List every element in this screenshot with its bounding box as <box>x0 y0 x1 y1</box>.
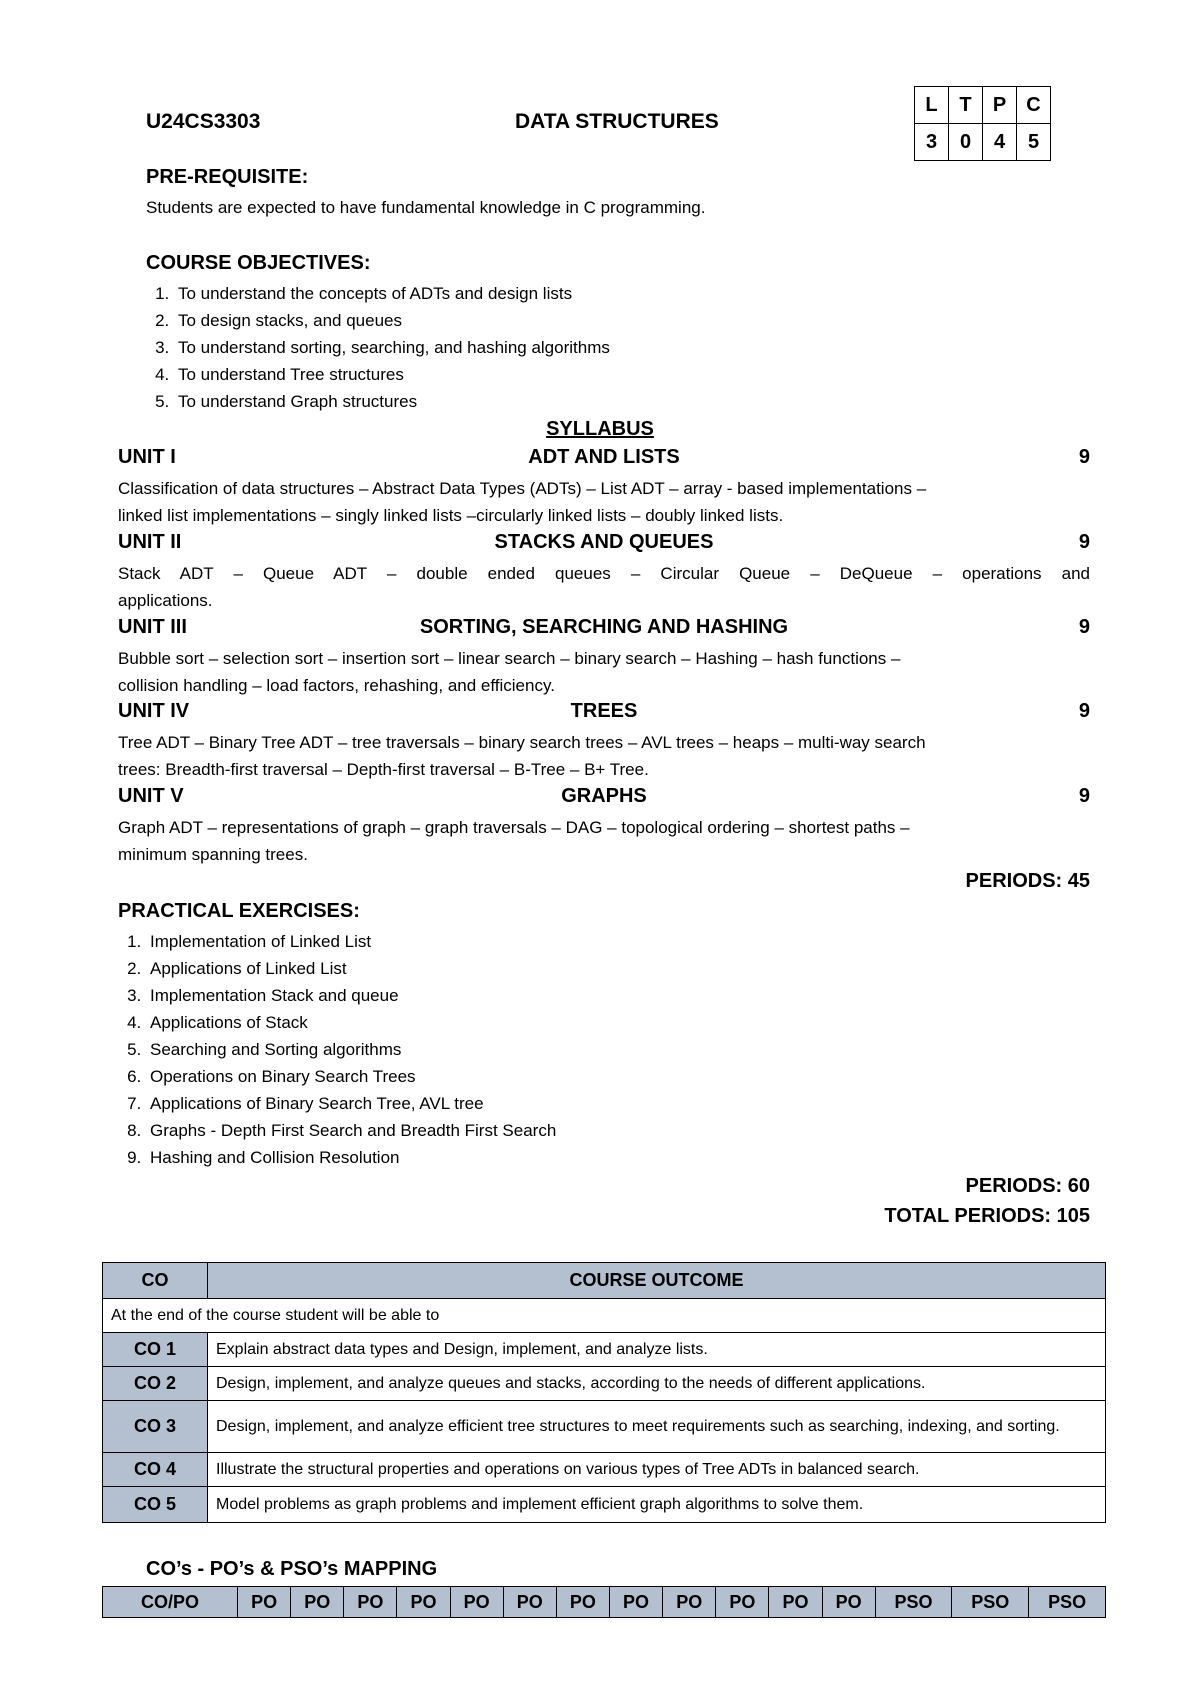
co-id: CO 5 <box>103 1487 208 1523</box>
practical-item: 2. Applications of Linked List <box>146 955 1046 982</box>
ltpc-label-l: L <box>915 87 949 124</box>
ltpc-value-row <box>915 124 1051 161</box>
mapping-header-cell: PO <box>663 1587 716 1618</box>
ltpc-label-row <box>915 87 1051 124</box>
mapping-header-cell: PO <box>556 1587 609 1618</box>
objective-item: 2. To design stacks, and queues <box>174 307 1074 334</box>
objectives-heading: COURSE OBJECTIVES: <box>146 252 371 274</box>
objective-item: 3. To understand sorting, searching, and hashing algorithms <box>174 334 1074 361</box>
co-column-header: CO <box>103 1263 208 1299</box>
unit-hours: 9 <box>1078 700 1090 722</box>
unit-desc-line: Classification of data structures – Abstract Data Types (ADTs) – List ADT – array - based implementations – <box>118 479 927 498</box>
unit-hours: 9 <box>1078 531 1090 553</box>
practical-item: 7. Applications of Binary Search Tree, AVL tree <box>146 1090 1046 1117</box>
ltpc-table <box>914 86 1051 161</box>
unit-title: GRAPHS <box>561 785 647 807</box>
ltpc-label-c: C <box>1017 87 1051 124</box>
mapping-header-cell: PO <box>609 1587 662 1618</box>
syllabus-heading: SYLLABUS <box>546 418 654 440</box>
mapping-header-cell: PSO <box>1029 1587 1106 1618</box>
co-text: Explain abstract data types and Design, implement, and analyze lists. <box>208 1333 1106 1367</box>
theory-periods: PERIODS: 45 <box>965 870 1090 892</box>
unit-5-description <box>118 814 1090 868</box>
unit-label: UNIT II <box>118 531 182 553</box>
practical-periods: PERIODS: 60 <box>965 1175 1090 1197</box>
mapping-header-cell: PO <box>716 1587 769 1618</box>
course-outcome-table <box>102 1262 1106 1523</box>
practical-item: 3. Implementation Stack and queue <box>146 982 1046 1009</box>
mapping-header-cell: PSO <box>952 1587 1029 1618</box>
ltpc-value-l: 3 <box>915 124 949 161</box>
mapping-heading: CO’s - PO’s & PSO’s MAPPING <box>146 1558 438 1580</box>
unit-title: SORTING, SEARCHING AND HASHING <box>419 616 789 638</box>
unit-label: UNIT V <box>118 785 184 807</box>
unit-2-description <box>118 560 1090 614</box>
unit-desc-line: minimum spanning trees. <box>118 845 308 864</box>
co-id: CO 4 <box>103 1453 208 1487</box>
ltpc-value-p: 4 <box>983 124 1017 161</box>
unit-4-description <box>118 729 1090 783</box>
practical-item: 1. Implementation of Linked List <box>146 928 1046 955</box>
mapping-table <box>102 1586 1106 1618</box>
objectives-list <box>146 280 1074 415</box>
total-periods: TOTAL PERIODS: 105 <box>884 1205 1090 1227</box>
table-row <box>103 1487 1106 1523</box>
mapping-header-cell: PO <box>769 1587 822 1618</box>
unit-5-header <box>118 785 1090 813</box>
unit-title: ADT AND LISTS <box>528 446 680 468</box>
unit-1-header <box>118 446 1090 474</box>
table-row <box>103 1453 1106 1487</box>
outcome-column-header: COURSE OUTCOME <box>208 1263 1106 1299</box>
unit-hours: 9 <box>1078 616 1090 638</box>
prerequisite-heading: PRE-REQUISITE: <box>146 166 309 188</box>
practical-heading: PRACTICAL EXERCISES: <box>118 900 360 922</box>
practical-item: 4. Applications of Stack <box>146 1009 1046 1036</box>
course-code: U24CS3303 <box>146 110 261 133</box>
practical-item: 5. Searching and Sorting algorithms <box>146 1036 1046 1063</box>
mapping-header-cell: PO <box>822 1587 875 1618</box>
unit-hours: 9 <box>1078 446 1090 468</box>
mapping-header-cell: PO <box>291 1587 344 1618</box>
unit-2-header <box>118 531 1090 559</box>
ltpc-value-c: 5 <box>1017 124 1051 161</box>
unit-desc-line: Stack ADT – Queue ADT – double ended queues – Circular Queue – DeQueue – operations and <box>118 564 1090 583</box>
unit-desc-line: Tree ADT – Binary Tree ADT – tree traversals – binary search trees – AVL trees – heaps – multi-way search <box>118 733 926 752</box>
co-header-row <box>103 1263 1106 1299</box>
unit-3-header <box>118 616 1090 644</box>
course-title: DATA STRUCTURES <box>515 110 719 133</box>
mapping-header-cell: CO/PO <box>103 1587 238 1618</box>
mapping-header-cell: PO <box>238 1587 291 1618</box>
unit-desc-line: collision handling – load factors, rehashing, and efficiency. <box>118 676 555 695</box>
co-intro-row <box>103 1299 1106 1333</box>
practical-list <box>118 928 1046 1171</box>
table-row <box>103 1333 1106 1367</box>
unit-desc-line: Bubble sort – selection sort – insertion sort – linear search – binary search – Hashing – hash functions – <box>118 649 901 668</box>
unit-3-description <box>118 645 1090 699</box>
unit-label: UNIT IV <box>118 700 190 722</box>
ltpc-value-t: 0 <box>949 124 983 161</box>
unit-title: STACKS AND QUEUES <box>494 531 714 553</box>
unit-4-header <box>118 700 1090 728</box>
co-intro: At the end of the course student will be able to <box>103 1299 1106 1333</box>
unit-desc-line: trees: Breadth-first traversal – Depth-first traversal – B-Tree – B+ Tree. <box>118 760 649 779</box>
mapping-header-cell: PO <box>503 1587 556 1618</box>
unit-label: UNIT III <box>118 616 187 638</box>
objective-item: 1. To understand the concepts of ADTs and design lists <box>174 280 1074 307</box>
prerequisite-text: Students are expected to have fundamental knowledge in C programming. <box>146 198 706 217</box>
unit-hours: 9 <box>1078 785 1090 807</box>
unit-desc-line: applications. <box>118 591 213 610</box>
co-text: Model problems as graph problems and implement efficient graph algorithms to solve them. <box>208 1487 1106 1523</box>
unit-desc-line: Graph ADT – representations of graph – graph traversals – DAG – topological ordering – shortest paths – <box>118 818 910 837</box>
co-id: CO 1 <box>103 1333 208 1367</box>
practical-item: 6. Operations on Binary Search Trees <box>146 1063 1046 1090</box>
mapping-header-cell: PO <box>450 1587 503 1618</box>
ltpc-label-p: P <box>983 87 1017 124</box>
co-text: Illustrate the structural properties and operations on various types of Tree ADTs in balanced search. <box>208 1453 1106 1487</box>
mapping-header-cell: PO <box>397 1587 450 1618</box>
co-id: CO 3 <box>103 1401 208 1453</box>
co-id: CO 2 <box>103 1367 208 1401</box>
table-row <box>103 1367 1106 1401</box>
co-text: Design, implement, and analyze efficient tree structures to meet requirements such as searching, indexing, and sorting. <box>208 1401 1106 1453</box>
mapping-header-cell: PO <box>344 1587 397 1618</box>
unit-title: TREES <box>570 700 638 722</box>
unit-desc-line: linked list implementations – singly linked lists –circularly linked lists – doubly linked lists. <box>118 506 784 525</box>
objective-item: 5. To understand Graph structures <box>174 388 1074 415</box>
practical-item: 9. Hashing and Collision Resolution <box>146 1144 1046 1171</box>
mapping-header-row <box>103 1587 1106 1618</box>
table-row <box>103 1401 1106 1453</box>
mapping-header-cell: PSO <box>875 1587 952 1618</box>
co-text: Design, implement, and analyze queues and stacks, according to the needs of different applications. <box>208 1367 1106 1401</box>
unit-label: UNIT I <box>118 446 176 468</box>
unit-1-description <box>118 475 1090 529</box>
practical-item: 8. Graphs - Depth First Search and Breadth First Search <box>146 1117 1046 1144</box>
ltpc-label-t: T <box>949 87 983 124</box>
objective-item: 4. To understand Tree structures <box>174 361 1074 388</box>
